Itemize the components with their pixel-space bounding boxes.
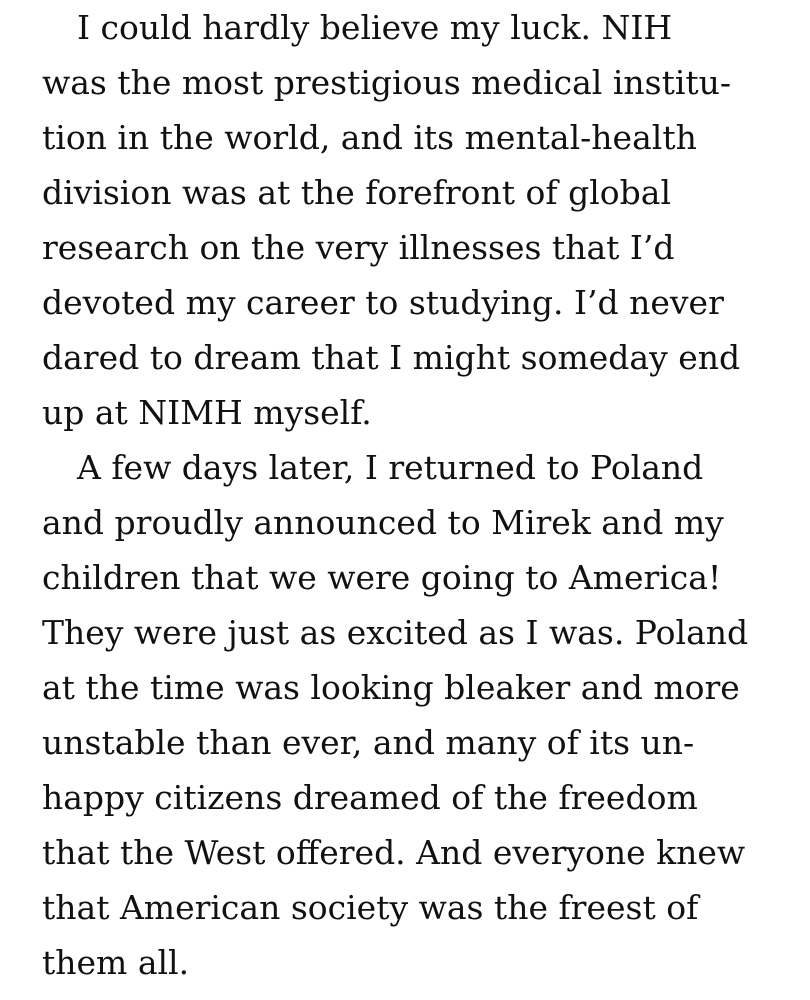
text-line: research on the very illnesses that I’d xyxy=(42,228,675,267)
text-line: tion in the world, and its mental-health xyxy=(42,118,697,157)
text-line: They were just as excited as I was. Poland xyxy=(42,613,749,652)
text-line: A few days later, I returned to Poland xyxy=(77,448,704,487)
text-line: up at NIMH myself. xyxy=(42,393,372,432)
text-line: and proudly announced to Mirek and my xyxy=(42,503,724,542)
paragraph-1 xyxy=(0,0,740,440)
text-line: children that we were going to America! xyxy=(42,558,722,597)
text-line: I could hardly believe my luck. NIH xyxy=(77,8,673,47)
text-line: that the West offered. And everyone knew xyxy=(42,833,746,872)
text-line: division was at the forefront of global xyxy=(42,173,671,212)
text-line: was the most prestigious medical institu- xyxy=(42,63,732,102)
text-line: happy citizens dreamed of the freedom xyxy=(42,778,698,817)
text-line: dared to dream that I might someday end xyxy=(42,338,741,377)
text-line: them all. xyxy=(42,943,190,982)
text-line: at the time was looking bleaker and more xyxy=(42,668,740,707)
text-line: that American society was the freest of xyxy=(42,888,699,927)
text-line: unstable than ever, and many of its un- xyxy=(42,723,695,762)
text-line: devoted my career to studying. I’d never xyxy=(42,283,724,322)
paragraph-2 xyxy=(0,440,748,990)
